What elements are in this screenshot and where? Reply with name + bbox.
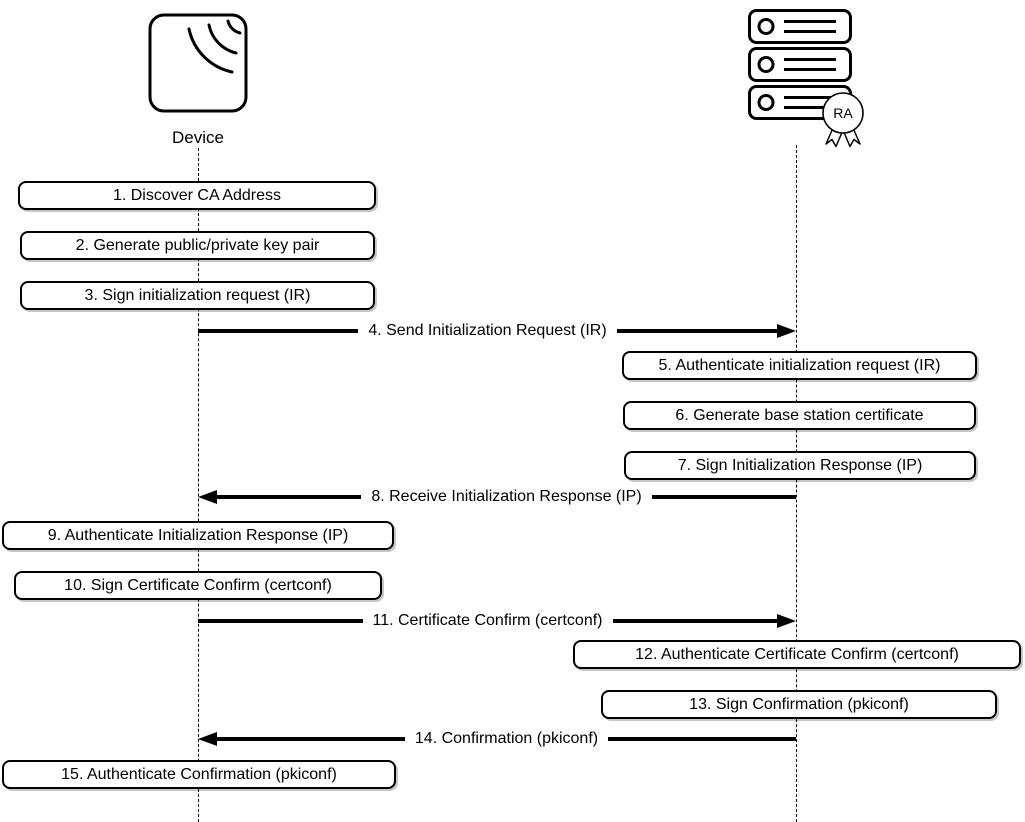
arrow-line xyxy=(652,495,796,499)
ra-certificate-badge-icon xyxy=(820,92,868,150)
step-12-label: 12. Authenticate Certificate Confirm (certconf) xyxy=(635,645,959,663)
step-3-sign-ir-box xyxy=(20,281,375,310)
step-14-label: 14. Confirmation (pkiconf) xyxy=(414,730,599,747)
ra-lifeline xyxy=(796,145,797,822)
arrow-line xyxy=(608,737,796,741)
step-11-certconf-arrow xyxy=(198,606,796,636)
arrow-line xyxy=(217,495,361,499)
arrow-line xyxy=(198,329,358,333)
step-8-label: 8. Receive Initialization Response (IP) xyxy=(371,488,642,505)
arrowhead-left-icon xyxy=(198,490,217,504)
arrow-line xyxy=(217,737,405,741)
step-14-pkiconf-arrow xyxy=(198,724,796,754)
step-5-authenticate-ir-box xyxy=(622,351,977,380)
step-13-sign-pkiconf-box xyxy=(601,690,997,719)
step-1-discover-ca-box xyxy=(18,181,376,210)
step-8-receive-ip-arrow xyxy=(198,482,796,512)
step-15-label: 15. Authenticate Confirmation (pkiconf) xyxy=(61,765,337,783)
step-5-label: 5. Authenticate initialization request (IR) xyxy=(658,356,941,374)
wireless-device-icon xyxy=(148,13,248,113)
step-10-sign-certconf-box xyxy=(14,571,382,600)
arrowhead-left-icon xyxy=(198,732,217,746)
step-7-sign-ip-box xyxy=(624,451,976,480)
step-11-label: 11. Certificate Confirm (certconf) xyxy=(372,612,603,629)
step-9-authenticate-ip-box xyxy=(2,521,394,550)
step-15-authenticate-pkiconf-box xyxy=(2,760,396,789)
ra-badge-label: RA xyxy=(833,105,853,121)
step-10-label: 10. Sign Certificate Confirm (certconf) xyxy=(64,576,332,594)
step-3-label: 3. Sign initialization request (IR) xyxy=(84,286,311,304)
step-13-label: 13. Sign Confirmation (pkiconf) xyxy=(689,695,909,713)
arrow-line xyxy=(613,619,778,623)
device-actor-label: Device xyxy=(172,128,224,147)
arrowhead-right-icon xyxy=(777,614,796,628)
step-6-generate-certificate-box xyxy=(623,401,976,430)
step-2-label: 2. Generate public/private key pair xyxy=(75,236,320,254)
step-9-label: 9. Authenticate Initialization Response (IP) xyxy=(47,526,349,544)
arrow-line xyxy=(198,619,363,623)
step-2-generate-keypair-box xyxy=(20,231,375,260)
step-4-label: 4. Send Initialization Request (IR) xyxy=(368,322,607,339)
arrow-line xyxy=(617,329,777,333)
step-7-label: 7. Sign Initialization Response (IP) xyxy=(677,456,923,474)
step-6-label: 6. Generate base station certificate xyxy=(675,406,924,424)
step-4-send-ir-arrow xyxy=(198,316,796,346)
arrowhead-right-icon xyxy=(777,324,796,338)
step-1-label: 1. Discover CA Address xyxy=(112,186,282,204)
step-12-authenticate-certconf-box xyxy=(573,640,1021,669)
